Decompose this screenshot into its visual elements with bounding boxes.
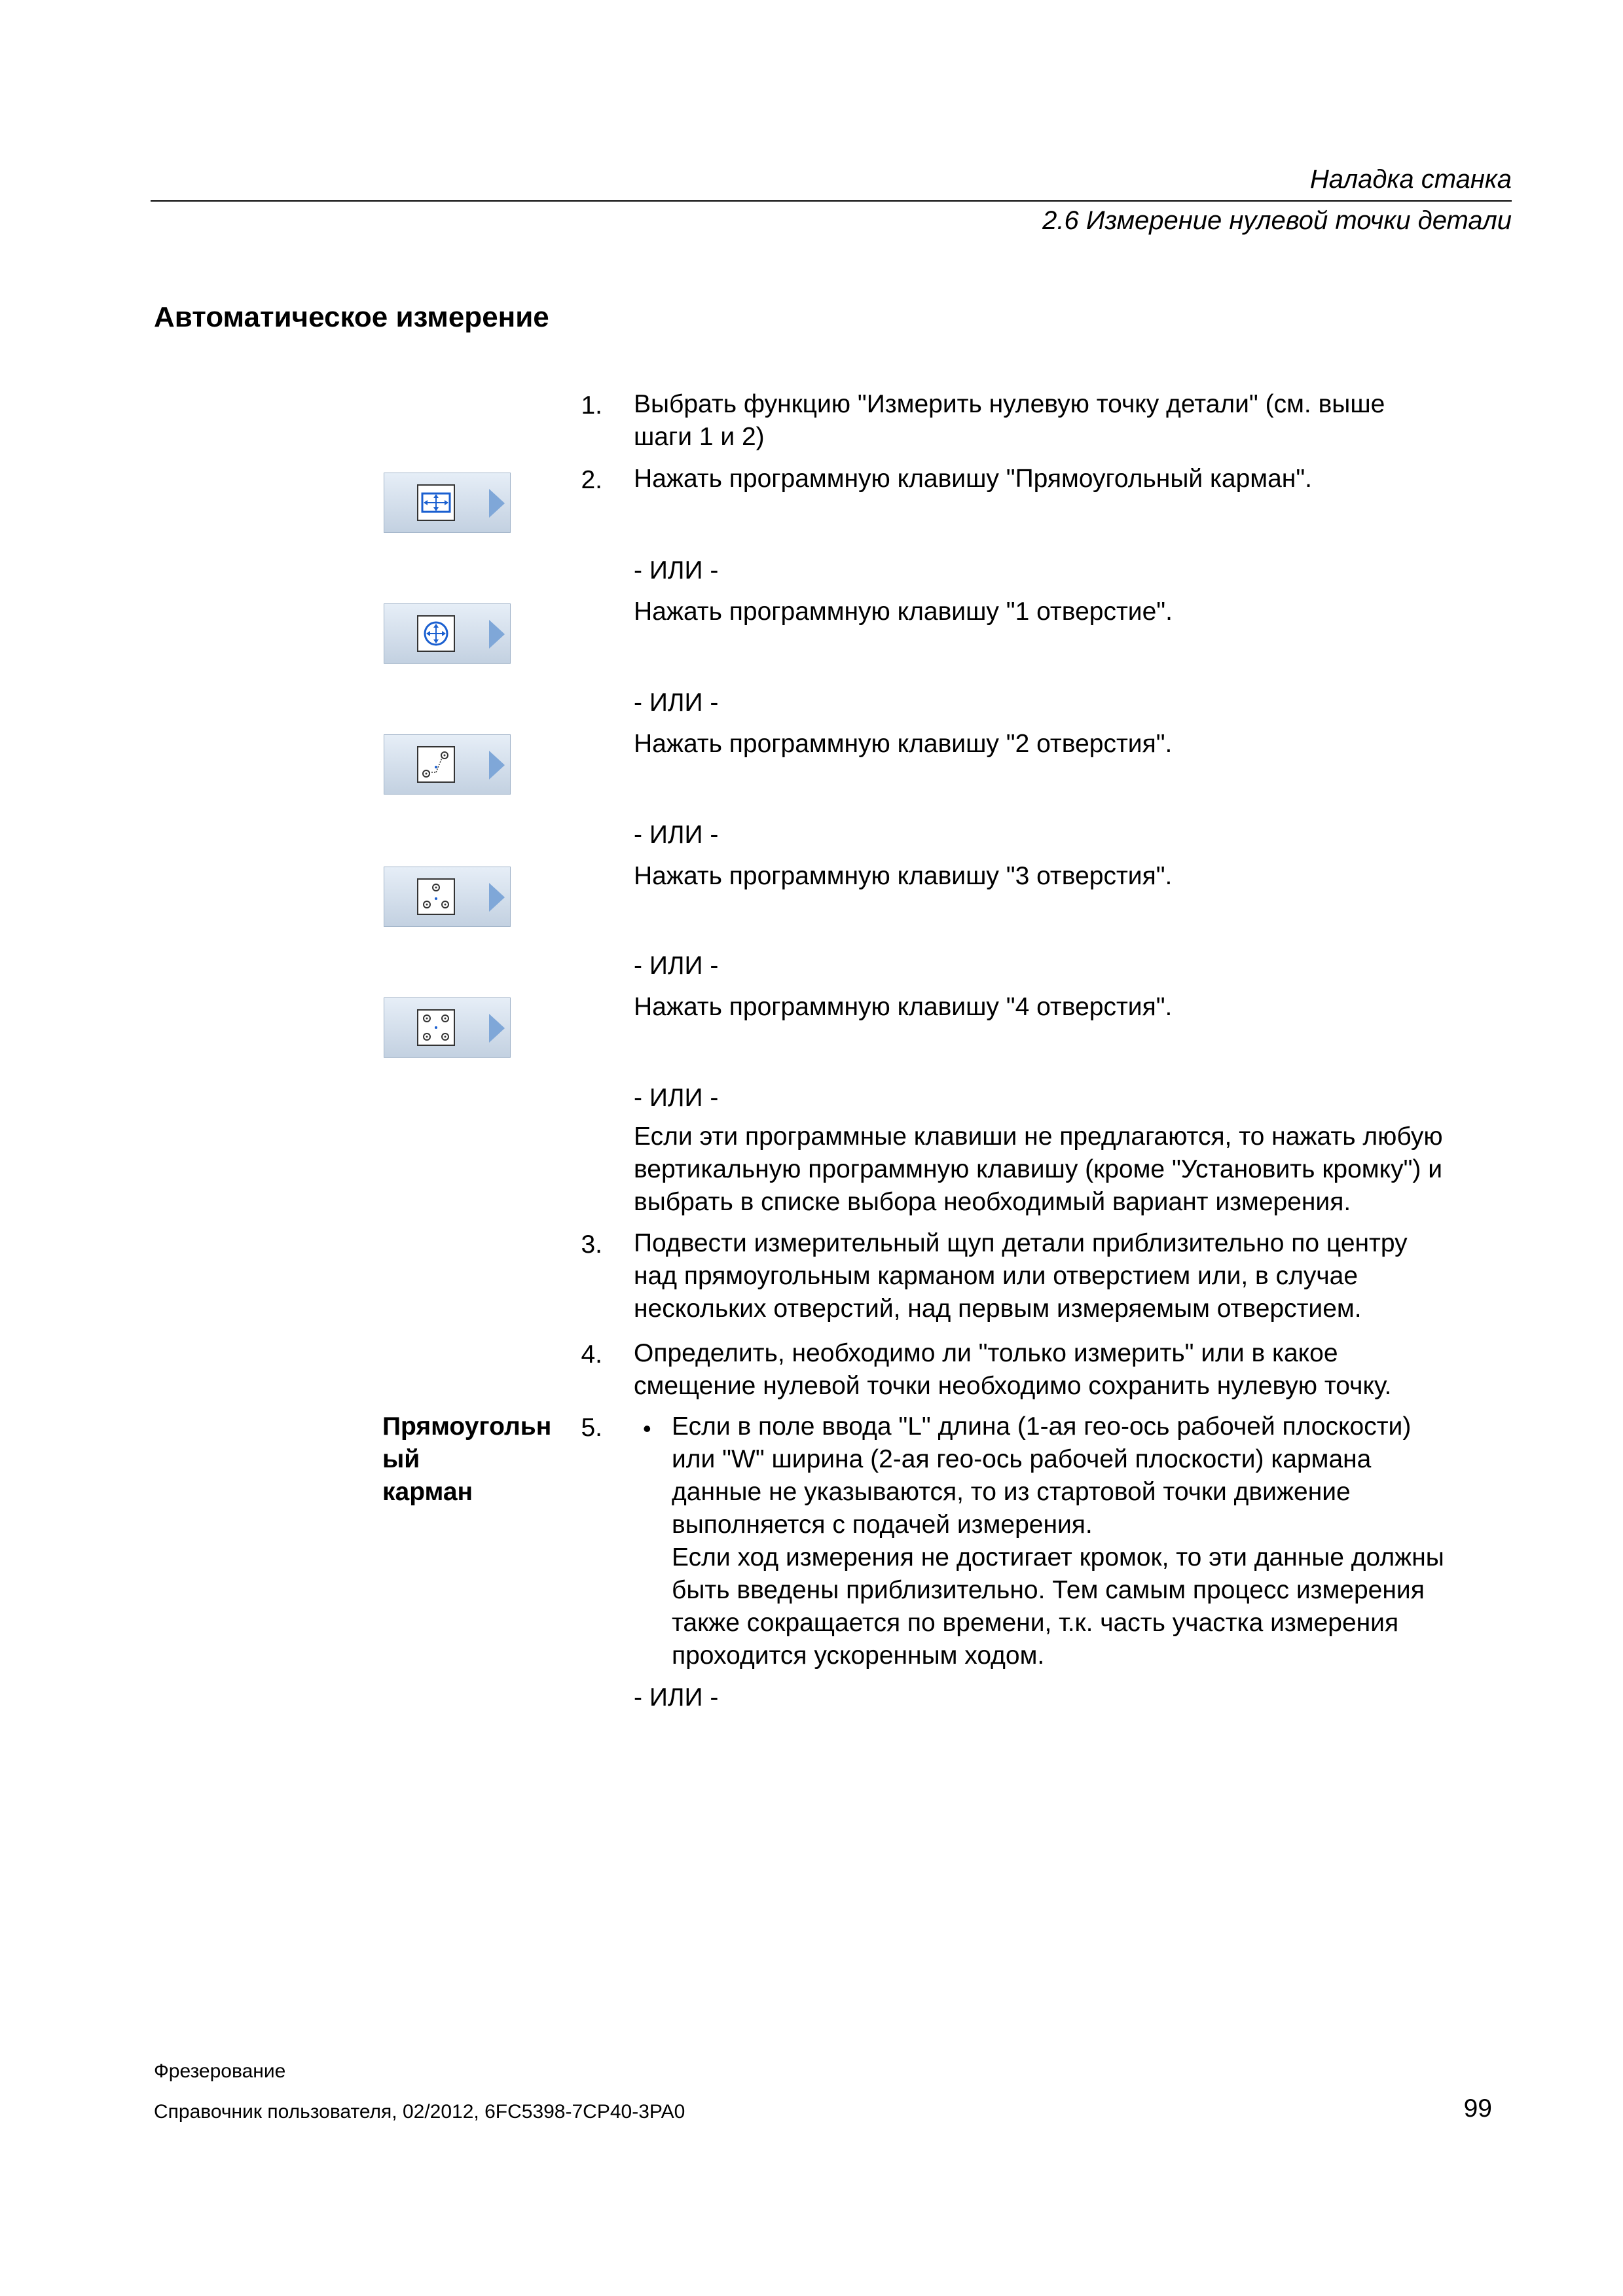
or-separator: - ИЛИ - bbox=[634, 1683, 719, 1712]
label-line-2: ый bbox=[382, 1445, 420, 1473]
step-2-alt-text bbox=[634, 1121, 1511, 1219]
step-3-line-1: Подвести измерительный щуп детали приблизительно по центру bbox=[634, 1229, 1408, 1257]
softkey-four-holes[interactable] bbox=[384, 997, 511, 1058]
step-4-number: 4. bbox=[581, 1340, 602, 1369]
label-line-3: карман bbox=[382, 1478, 473, 1506]
step-2-alt-line-1: Если эти программные клавиши не предлагаются, то нажать любую bbox=[634, 1122, 1443, 1151]
softkey-arrow-icon bbox=[489, 1014, 505, 1043]
two-holes-icon bbox=[417, 746, 455, 783]
softkey-one-hole[interactable] bbox=[384, 603, 511, 664]
step-5-text bbox=[672, 1410, 1516, 1672]
one-hole-icon bbox=[417, 615, 455, 652]
or-separator: - ИЛИ - bbox=[634, 556, 719, 584]
softkey-three-holes[interactable] bbox=[384, 867, 511, 927]
step-2-number: 2. bbox=[581, 466, 602, 494]
step-3-line-2: над прямоугольным карманом или отверстием или, в случае bbox=[634, 1262, 1359, 1290]
step-2-hole4-text: Нажать программную клавишу "4 отверстия". bbox=[634, 993, 1173, 1021]
step-4-text bbox=[634, 1337, 1511, 1403]
step-1-number: 1. bbox=[581, 391, 602, 420]
footer-manual-info: Справочник пользователя, 02/2012, 6FC5398-7CP40-3PA0 bbox=[154, 2101, 685, 2123]
header-chapter: Наладка станка bbox=[1309, 165, 1512, 194]
softkey-arrow-icon bbox=[489, 751, 505, 780]
step-1-line-2: шаги 1 и 2) bbox=[634, 423, 765, 451]
rectangular-pocket-icon bbox=[417, 484, 455, 521]
step-2-alt-line-2: вертикальную программную клавишу (кроме "Установить кромку") и bbox=[634, 1155, 1443, 1183]
step-2-hole2-text: Нажать программную клавишу "2 отверстия". bbox=[634, 730, 1173, 758]
step-5-line-1: Если в поле ввода "L" длина (1-ая гео-ось рабочей плоскости) bbox=[672, 1412, 1412, 1441]
step-5-line-2: или "W" ширина (2-ая гео-ось рабочей плоскости) кармана bbox=[672, 1445, 1372, 1473]
softkey-arrow-icon bbox=[489, 489, 505, 518]
step-1-line-1: Выбрать функцию "Измерить нулевую точку детали" (см. выше bbox=[634, 390, 1385, 418]
step-4-line-2: смещение нулевой точки необходимо сохранить нулевую точку. bbox=[634, 1372, 1392, 1400]
step-3-text bbox=[634, 1227, 1511, 1325]
softkey-arrow-icon bbox=[489, 620, 505, 649]
softkey-two-holes[interactable] bbox=[384, 734, 511, 795]
step-3-number: 3. bbox=[581, 1230, 602, 1259]
header-section: 2.6 Измерение нулевой точки детали bbox=[1042, 206, 1512, 235]
step-1-text bbox=[634, 388, 1511, 454]
softkey-rectangular-pocket[interactable] bbox=[384, 473, 511, 533]
step-2-alt-line-3: выбрать в списке выбора необходимый вариант измерения. bbox=[634, 1188, 1351, 1216]
bullet: • bbox=[643, 1415, 651, 1442]
or-separator: - ИЛИ - bbox=[634, 821, 719, 849]
or-separator: - ИЛИ - bbox=[634, 689, 719, 717]
step-3-line-3: нескольких отверстий, над первым измеряемым отверстием. bbox=[634, 1295, 1362, 1323]
footer-product: Фрезерование bbox=[154, 2060, 286, 2082]
step-2-hole3-text: Нажать программную клавишу "3 отверстия". bbox=[634, 862, 1173, 890]
softkey-arrow-icon bbox=[489, 883, 505, 912]
step-2-hole1-text: Нажать программную клавишу "1 отверстие". bbox=[634, 598, 1173, 626]
header-rule bbox=[151, 200, 1512, 202]
section-title: Автоматическое измерение bbox=[154, 301, 549, 333]
or-separator: - ИЛИ - bbox=[634, 1084, 719, 1112]
step-5-line-8: проходится ускоренным ходом. bbox=[672, 1641, 1045, 1670]
page-number: 99 bbox=[1463, 2094, 1492, 2123]
step-5-line-3: данные не указываются, то из стартовой точки движение bbox=[672, 1478, 1351, 1506]
four-holes-icon bbox=[417, 1009, 455, 1046]
or-separator: - ИЛИ - bbox=[634, 952, 719, 980]
step-5-line-4: выполняется с подачей измерения. bbox=[672, 1511, 1093, 1539]
step-4-line-1: Определить, необходимо ли "только измерить" или в какое bbox=[634, 1339, 1338, 1367]
step-5-line-7: также сокращается по времени, т.к. часть участка измерения bbox=[672, 1609, 1399, 1637]
step-5-line-6: быть введены приблизительно. Тем самым процесс измерения bbox=[672, 1576, 1425, 1604]
step-2-rect-text: Нажать программную клавишу "Прямоугольный карман". bbox=[634, 465, 1313, 493]
rectangular-pocket-label bbox=[382, 1410, 551, 1509]
step-5-number: 5. bbox=[581, 1414, 602, 1442]
three-holes-icon bbox=[417, 878, 455, 915]
step-5-line-5: Если ход измерения не достигает кромок, то эти данные должны bbox=[672, 1543, 1444, 1571]
label-line-1: Прямоугольн bbox=[382, 1412, 552, 1441]
